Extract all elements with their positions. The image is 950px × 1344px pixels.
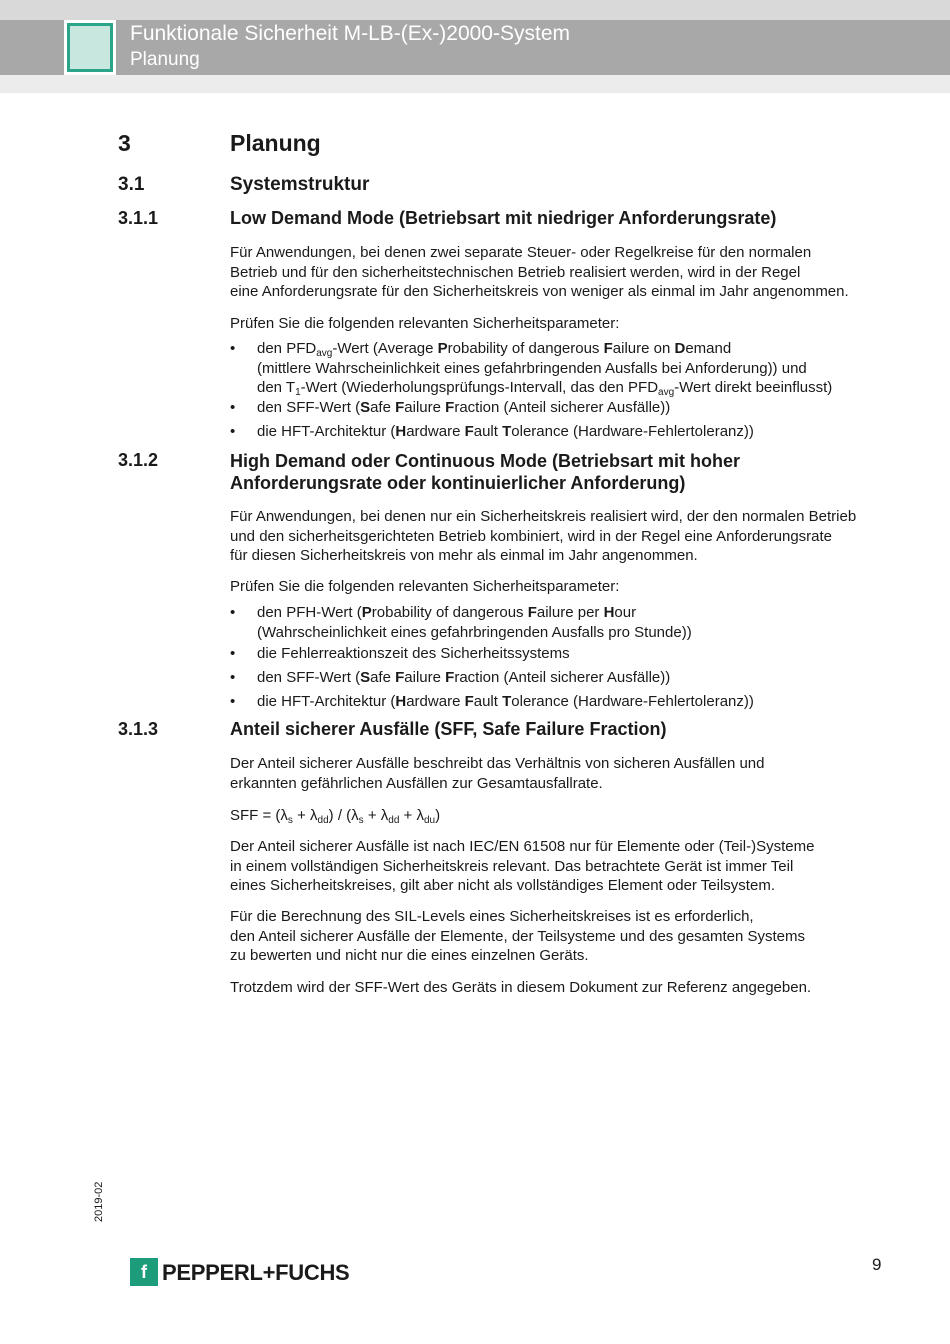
text-line: erkannten gefährlichen Ausfällen zur Gesamtausfallrate. — [230, 774, 603, 792]
text-line: für diesen Sicherheitskreis von mehr als einmal im Jahr angenommen. — [230, 547, 698, 564]
page-header — [0, 20, 950, 75]
text-line: Für Anwendungen, bei denen nur ein Sicherheitskreis realisiert wird, der den normalen Betrieb — [230, 508, 857, 525]
bullet-icon: • — [230, 604, 236, 621]
text-line: Der Anteil sicherer Ausfälle ist nach IEC/EN 61508 nur für Elemente oder (Teil-)Systeme — [230, 838, 815, 855]
brand-name: PEPPERL+FUCHS — [162, 1260, 350, 1285]
section-number: 3 — [118, 130, 131, 156]
bullet-icon: • — [230, 669, 236, 686]
text-line: den Anteil sicherer Ausfälle der Elemente, der Teilsysteme und des gesamten Systems — [230, 927, 806, 945]
list-item-text: die Fehlerreaktionszeit des Sicherheitssystems — [257, 645, 570, 662]
section-title: Anteil sicherer Ausfälle (SFF, Safe Failure Fraction) — [230, 719, 667, 739]
square-icon — [67, 23, 113, 72]
header-underband — [0, 75, 950, 93]
pf-logo-icon: f — [130, 1258, 158, 1286]
section-title: Low Demand Mode (Betriebsart mit niedriger Anforderungsrate) — [230, 208, 777, 228]
paragraph — [230, 837, 890, 896]
section-title: Planung — [230, 130, 321, 156]
paragraph — [230, 243, 890, 302]
section-number: 3.1.2 — [118, 450, 159, 470]
paragraph: Prüfen Sie die folgenden relevanten Sicherheitsparameter: — [230, 578, 620, 595]
formula: SFF = $(\lambda_s + \lambda_{dd}) / (\lambda_s + \lambda_{dd} + \lambda_{du})$ — [230, 807, 441, 826]
header-subtitle: Planung — [130, 49, 200, 70]
text-line: in einem vollständigen Sicherheitskreis relevant. Das betrachtete Gerät ist immer Teil — [230, 857, 794, 875]
text-line: zu bewerten und nicht nur die eines einzelnen Geräts. — [230, 947, 589, 964]
document-date: 2019-02 — [93, 1181, 105, 1222]
section-number: 3.1.1 — [118, 208, 159, 228]
section-title: High Demand oder Continuous Mode (Betriebsart mit hoher Anforderungsrate oder kontinuierlicher Anforderung) — [230, 451, 741, 493]
list-item-text: den PFH-Wert (Probability of dangerous Failure per Hour (Wahrscheinlichkeit eines gefahrbringenden Ausfalls pro Stunde)) — [257, 604, 692, 641]
top-strip — [0, 0, 950, 20]
section-number: 3.1.3 — [118, 719, 159, 739]
paragraph — [230, 907, 890, 966]
list-item-text: den SFF-Wert (Safe Failure Fraction (Anteil sicherer Ausfälle)) — [257, 669, 671, 686]
paragraph — [230, 754, 890, 793]
list-item-text: den SFF-Wert (Safe Failure Fraction (Anteil sicherer Ausfälle)) — [257, 399, 671, 416]
paragraph: Prüfen Sie die folgenden relevanten Sicherheitsparameter: — [230, 315, 620, 332]
text-line: Der Anteil sicherer Ausfälle beschreibt das Verhältnis von sicheren Ausfällen und — [230, 755, 765, 772]
text-line: eines Sicherheitskreises, gilt aber nicht als vollständiges Element oder Teilsystem. — [230, 877, 775, 894]
bullet-icon: • — [230, 340, 236, 357]
header-title: Funktionale Sicherheit M-LB-(Ex-)2000-System — [130, 22, 570, 45]
text-line: Betrieb und für den sicherheitstechnischen Betrieb realisiert werden, wird in der Regel — [230, 263, 801, 281]
section-title: Systemstruktur — [230, 174, 370, 195]
list-item-text: die HFT-Architektur (Hardware Fault Tolerance (Hardware-Fehlertoleranz)) — [257, 423, 754, 440]
bullet-icon: • — [230, 423, 236, 440]
text-line: Für Anwendungen, bei denen zwei separate Steuer- oder Regelkreise für den normalen — [230, 244, 812, 261]
page-number: 9 — [872, 1255, 882, 1274]
paragraph — [230, 507, 890, 566]
text-line: Für die Berechnung des SIL-Levels eines Sicherheitskreises ist es erforderlich, — [230, 908, 754, 925]
list-item-text: die HFT-Architektur (Hardware Fault Tolerance (Hardware-Fehlertoleranz)) — [257, 693, 754, 710]
bullet-icon: • — [230, 645, 236, 662]
bullet-icon: • — [230, 693, 236, 710]
paragraph: Trotzdem wird der SFF-Wert des Geräts in diesem Dokument zur Referenz angegeben. — [230, 979, 812, 996]
text-line: und den sicherheitsgerichteten Betrieb kombiniert, wird in der Regel eine Anforderungsrate — [230, 527, 833, 545]
bullet-icon: • — [230, 399, 236, 416]
header-logo — [64, 20, 116, 75]
list-item-text: den $PFD_{avg}$-Wert (Average Probability of dangerous Failure on Demand (mittlere Wahrscheinlichkeit eines gefahrbringenden Ausfalls bei Anforderung)) und den $T_1$-Wert (Wiederholungsprüfungs-Intervall, das den $PFD_{avg}$-Wert direkt beeinflusst) — [257, 340, 833, 398]
text-line: eine Anforderungsrate für den Sicherheitskreis von weniger als einmal im Jahr angenommen. — [230, 283, 849, 300]
section-number: 3.1 — [118, 174, 145, 195]
